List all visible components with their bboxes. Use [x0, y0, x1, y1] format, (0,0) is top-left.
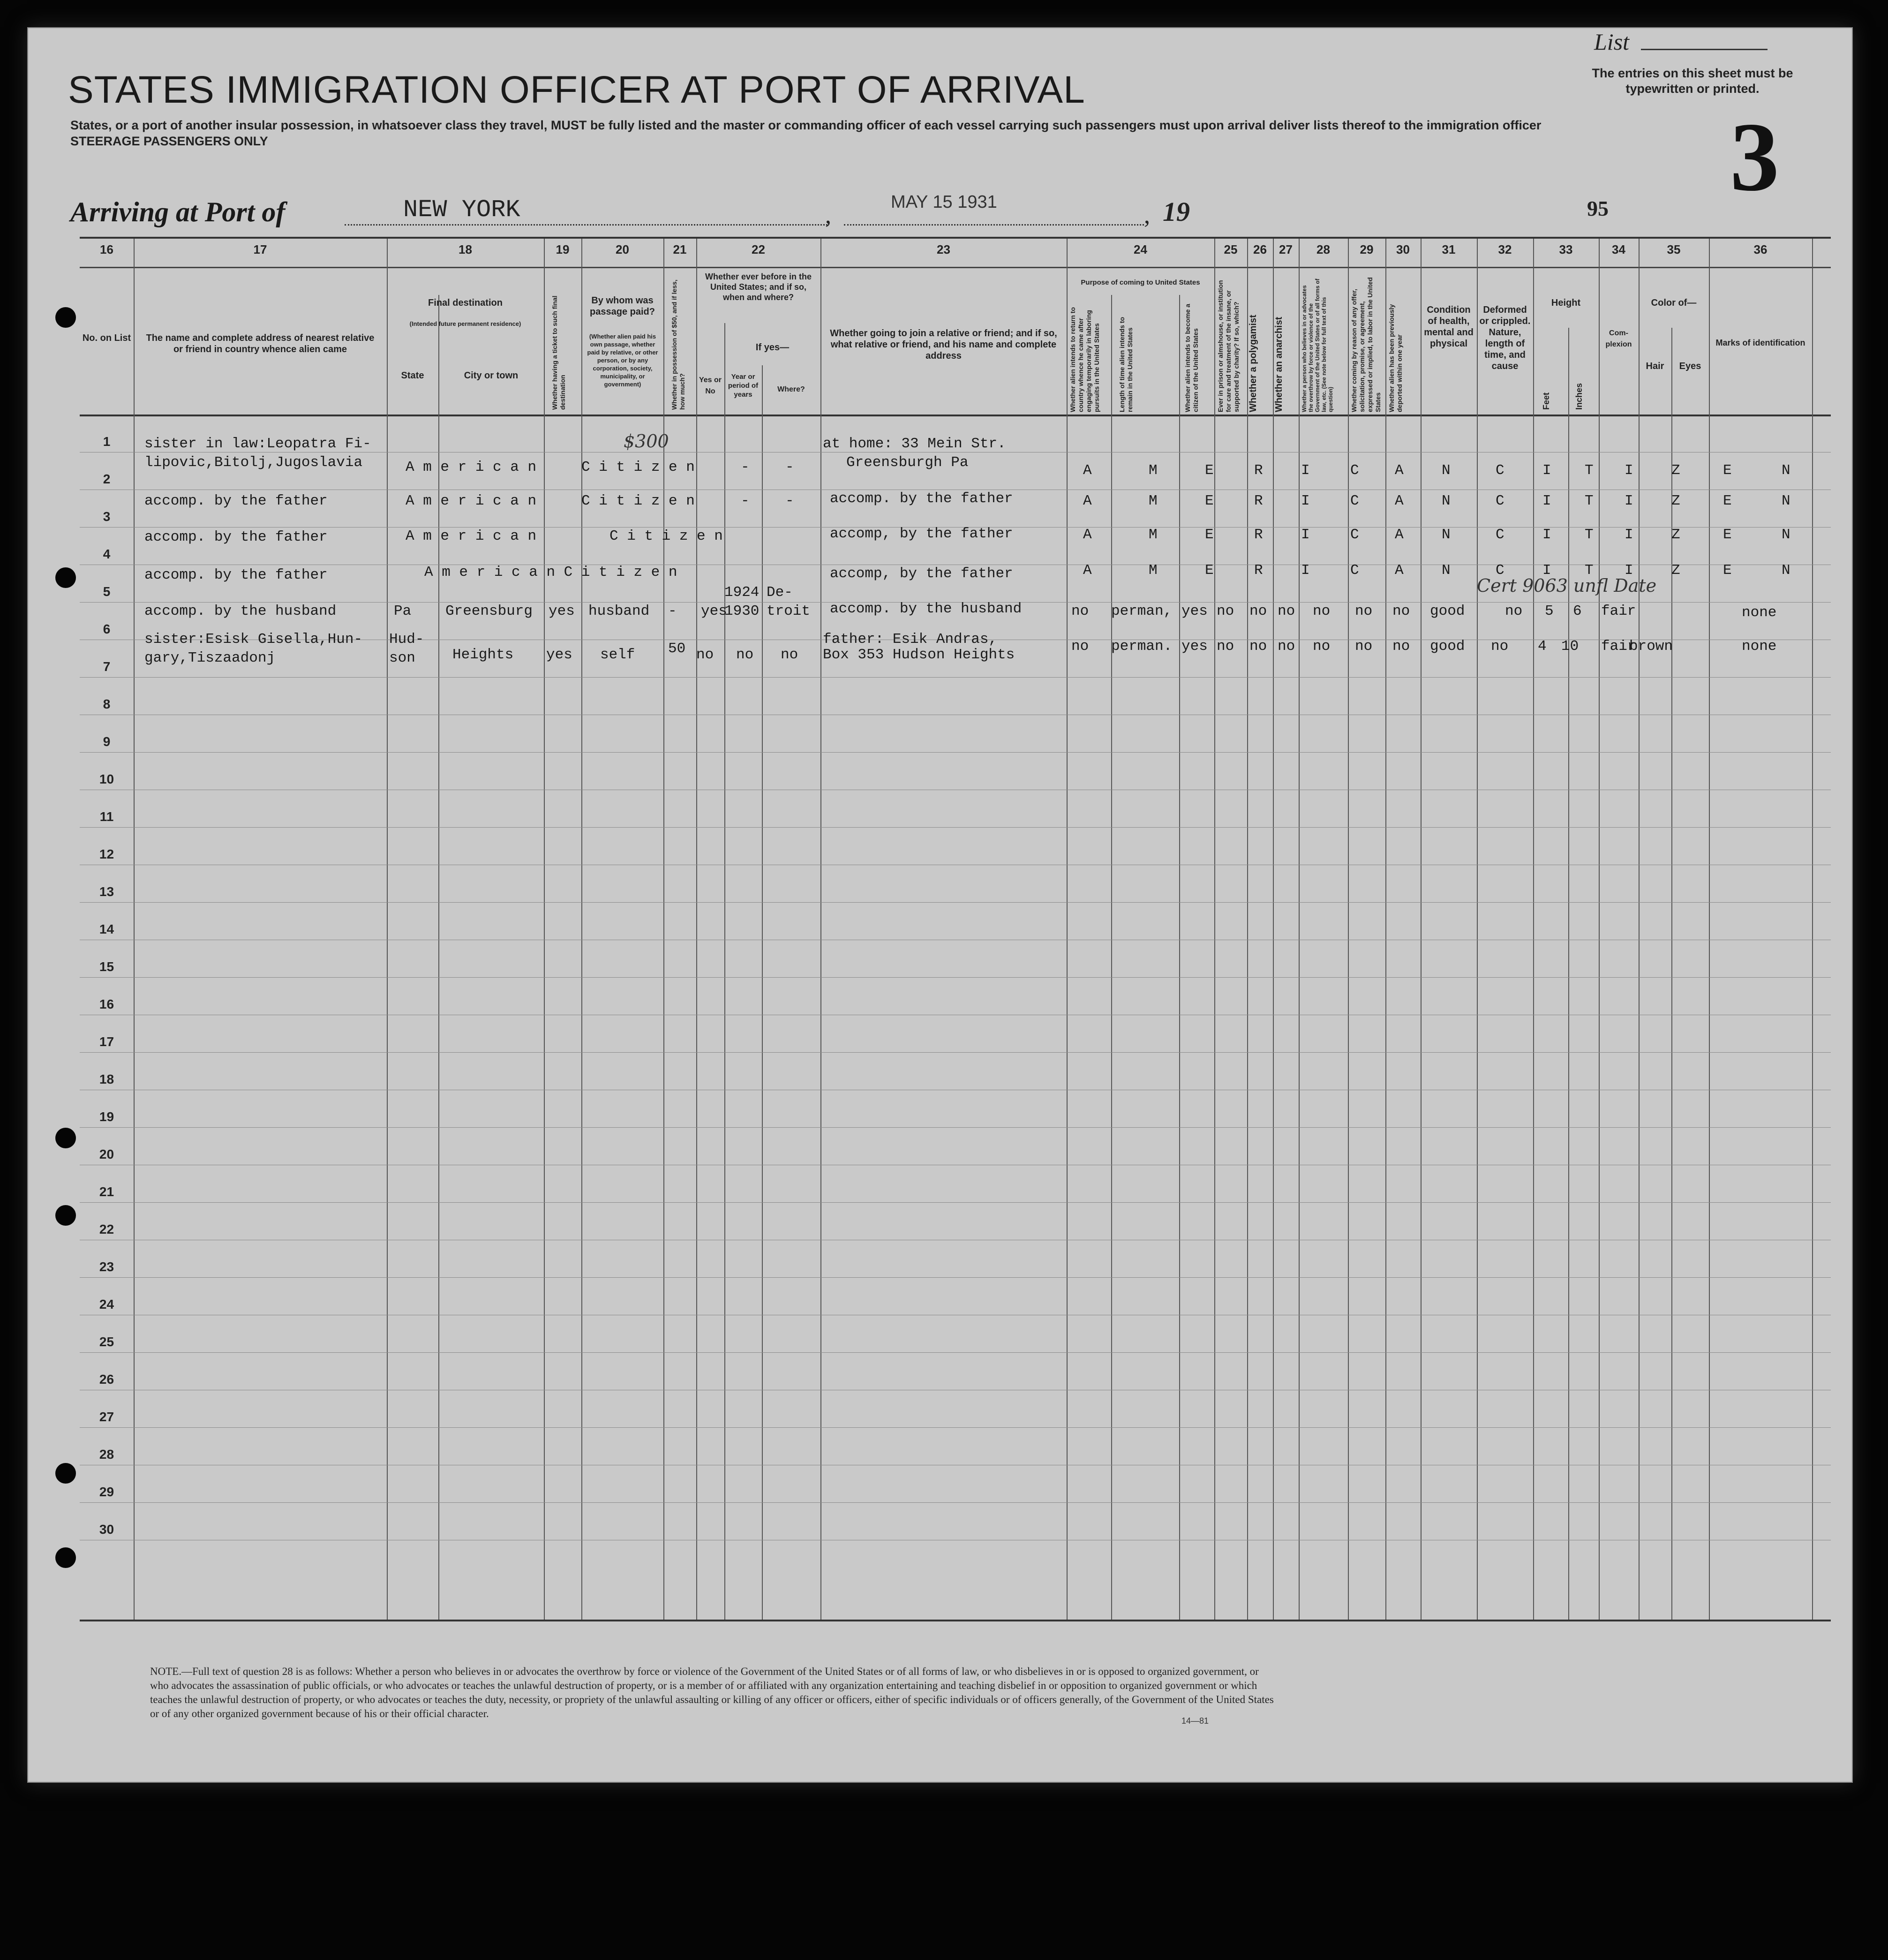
column-number: 20	[616, 242, 629, 256]
column-number: 26	[1253, 242, 1267, 256]
row-number: 29	[99, 1485, 114, 1499]
citizen-letter: A	[1083, 527, 1092, 543]
cell-where: -	[785, 459, 794, 475]
cell-prison: no	[1217, 603, 1234, 619]
citizen-letter: E	[1205, 527, 1214, 543]
row-number: 14	[99, 922, 114, 936]
header-period: Year or period of years	[728, 373, 759, 399]
header-polygamist: Whether a polygamist	[1248, 315, 1258, 412]
citizen-letter: N	[1782, 493, 1790, 509]
column-rule	[1247, 239, 1248, 1620]
header-eyes: Eyes	[1679, 361, 1701, 371]
header-become-citizen: Whether alien intends to become a citizen of the United States	[1184, 303, 1199, 412]
header-ticket: Whether having a ticket to such final destination	[551, 295, 566, 410]
header-return-country: Whether alien intends to return to country whence he came after engaging temporarily in laboring pursuits in the United States	[1069, 307, 1100, 412]
cell-ever-before: no	[696, 647, 714, 663]
cell-period: 1924	[724, 584, 760, 601]
column-rule	[1421, 239, 1422, 1620]
column-number: 34	[1612, 242, 1625, 256]
cell-join: accomp, by the father	[830, 565, 1013, 582]
column-number: 31	[1442, 242, 1456, 256]
citizen-letter: C	[1496, 493, 1504, 509]
column-number-rule	[80, 267, 1831, 268]
list-line	[1641, 49, 1768, 50]
row-number: 17	[99, 1034, 114, 1049]
citizen-letter: A	[1083, 493, 1092, 509]
header-final-destination: Final destination	[428, 298, 503, 308]
column-number: 16	[100, 242, 113, 256]
cell-inches: 10	[1561, 638, 1579, 655]
cell-prison: no	[1217, 638, 1234, 655]
cell-join: accomp. by the father	[830, 490, 1013, 507]
cell-polygamist: no	[1249, 638, 1267, 655]
cell-state: son	[389, 650, 415, 666]
cell-where: troit	[767, 603, 811, 619]
port-underline	[345, 224, 827, 226]
cell-passage: C i t i z e n	[581, 459, 695, 475]
citizen-letter: M	[1149, 562, 1158, 579]
citizen-letter: I	[1301, 493, 1310, 509]
form-title: STATES IMMIGRATION OFFICER AT PORT OF ARRIVAL	[68, 68, 1085, 111]
cell-city: Heights	[452, 647, 514, 663]
header-marks: Marks of identification	[1715, 338, 1805, 347]
row-number: 30	[99, 1522, 114, 1537]
cell-relative: sister:Esisk Gisella,Hun-	[144, 631, 363, 648]
header-possession-50: Whether in possession of $50, and if less, how much?	[670, 279, 686, 410]
cell-join: accomp. by the husband	[830, 601, 1022, 617]
row-rule	[80, 1127, 1831, 1128]
citizen-letter: I	[1301, 527, 1310, 543]
steerage-label: STEERAGE PASSENGERS ONLY	[70, 134, 268, 148]
header-final-destination-sub: (Intended future permanent residence)	[409, 320, 521, 327]
citizen-letter: E	[1723, 562, 1732, 579]
citizen-letter: C	[1496, 527, 1504, 543]
row-rule	[80, 677, 1831, 678]
column-rule	[1709, 239, 1710, 1620]
citizen-letter: T	[1585, 527, 1594, 543]
comma: ,	[825, 202, 831, 229]
header-yes-no: Yes or No	[699, 376, 722, 395]
column-rule	[696, 239, 697, 1620]
cell-destination: A m e r i c a n	[406, 459, 537, 475]
header-city: City or town	[464, 370, 519, 381]
citizen-letter: I	[1625, 493, 1633, 509]
cell-health: good	[1430, 603, 1465, 619]
header-feet: Feet	[1542, 392, 1551, 410]
date-stamp: MAY 15 1931	[891, 192, 997, 212]
cell-destination: A m e r i c a n C i t i z e n	[424, 564, 677, 580]
citizen-letter: Z	[1671, 527, 1680, 543]
column-number: 23	[937, 242, 950, 256]
header-deformed: Deformed or crippled. Nature, length of time, and cause	[1479, 305, 1531, 371]
header-ever-before: Whether ever before in the United States; and if so, when and where?	[705, 272, 812, 302]
row-number: 3	[103, 509, 111, 524]
header-if-yes: If yes—	[755, 342, 790, 353]
cell-relative: lipovic,Bitolj,Jugoslavia	[144, 454, 363, 471]
column-rule	[1639, 239, 1640, 1620]
list-number: 95	[1587, 196, 1609, 220]
citizen-letter: I	[1625, 527, 1633, 543]
footnote-question-28: NOTE.—Full text of question 28 is as follows: Whether a person who believes in or advocates the overthrow by force or violence of the Government of the United States or of all forms of law, or who disbelieves in or is opposed to organized government, or who advocates the assassination of public officials, or who advocates or teaches the unlawful destruction of property, or is a member of or affiliated with any organization entertaining and teaching disbelief in or opposition to organized government or which teaches the unlawful destruction of property, or who advocates or teaches the duty, necessity, or propriety of the unlawful assaulting or killing of any officer or officers, either of specific individuals or of officers generally, of the Government of the United States or of any other organized government because of his or their official character.	[150, 1666, 1274, 1719]
header-overthrow: Whether a person who believes in or advocates the overthrow by force or violence of the Government of the United States or of all forms of law, etc. (See note below for full text of this question)	[1301, 279, 1334, 412]
header-hair: Hair	[1646, 361, 1664, 371]
citizen-letter: T	[1585, 562, 1594, 579]
cell-where: De-	[767, 584, 793, 601]
sheet-number: 3	[1730, 103, 1779, 211]
column-rule	[724, 323, 725, 1620]
citizen-letter: I	[1301, 562, 1310, 579]
column-rule	[1477, 239, 1478, 1620]
row-number: 15	[99, 959, 114, 974]
citizen-letter: I	[1542, 562, 1551, 579]
comma: ,	[1144, 202, 1150, 229]
column-rule	[1385, 239, 1386, 1620]
cell-labor: no	[1355, 638, 1373, 655]
cell-join: Box 353 Hudson Heights	[823, 647, 1015, 663]
citizen-letter: C	[1496, 462, 1504, 479]
citizen-letter: A	[1395, 562, 1404, 579]
cell-period: no	[736, 647, 754, 663]
column-number: 29	[1360, 242, 1374, 256]
row-number: 5	[103, 584, 111, 599]
header-prison: Ever in prison or almshouse, or institution for care and treatment of the insane, or supported by charity? If so, which?	[1217, 280, 1240, 412]
cell-period: -	[741, 459, 750, 475]
cell-where: -	[785, 493, 794, 509]
row-number: 19	[99, 1109, 114, 1124]
cell-passage: self	[600, 647, 635, 663]
header-complexion: Com-plexion	[1605, 329, 1632, 348]
header-purpose: Purpose of coming to United States	[1081, 279, 1200, 286]
cell-hair: brown	[1629, 638, 1673, 655]
cell-polygamist: no	[1249, 603, 1267, 619]
citizen-letter: I	[1301, 462, 1310, 479]
citizen-letter: C	[1350, 527, 1359, 543]
column-rule	[1568, 328, 1569, 1620]
citizen-letter: Z	[1671, 462, 1680, 479]
header-deported: Whether alien has been previously deported within one year	[1388, 304, 1403, 412]
row-number: 28	[99, 1447, 114, 1462]
row-number: 4	[103, 547, 111, 561]
cell-state: Pa	[394, 603, 412, 619]
citizen-letter: T	[1585, 493, 1594, 509]
header-state: State	[401, 370, 424, 381]
citizen-letter: I	[1542, 527, 1551, 543]
row-rule	[80, 827, 1831, 828]
citizen-letter: N	[1782, 562, 1790, 579]
column-number: 33	[1559, 242, 1573, 256]
citizen-letter: I	[1542, 493, 1551, 509]
form-subtitle-line: States, or a port of another insular possession, in whatsoever class they travel, MUST be fully listed and the master or commanding officer of each vessel carrying such passengers must upon arrival deliver lists thereof to the immigration officer	[70, 118, 1542, 132]
column-rule	[820, 239, 821, 1620]
manifest-table	[80, 237, 1831, 1621]
header-where: Where?	[777, 385, 805, 393]
cell-length: perman,	[1111, 603, 1173, 619]
cell-citizen: yes	[1181, 603, 1208, 619]
row-number: 13	[99, 884, 114, 899]
row-number: 1	[103, 434, 111, 449]
row-rule	[80, 1352, 1831, 1353]
cell-complexion: fair	[1601, 638, 1636, 655]
row-rule	[80, 902, 1831, 903]
citizen-letter: A	[1395, 462, 1404, 479]
cell-money: -	[668, 603, 677, 619]
cell-length: perman.	[1111, 638, 1173, 655]
column-number: 30	[1396, 242, 1410, 256]
cell-money: 50	[668, 641, 686, 657]
row-number: 21	[99, 1184, 114, 1199]
cell-return: no	[1071, 603, 1089, 619]
citizen-letter: E	[1205, 462, 1214, 479]
cell-complexion: fair	[1601, 603, 1636, 619]
cell-join: accomp, by the father	[830, 526, 1013, 542]
row-number: 2	[103, 472, 111, 486]
handwritten-amount: $300	[624, 431, 669, 452]
header-color-of: Color of—	[1651, 298, 1697, 308]
citizen-letter: C	[1350, 493, 1359, 509]
cell-relative: accomp. by the father	[144, 567, 328, 583]
citizen-letter: T	[1585, 462, 1594, 479]
column-rule	[1179, 295, 1180, 1620]
header-passage-paid-sub: (Whether alien paid his own passage, whether paid by relative, or other person, or by any corporation, society, municipality, or government)	[587, 333, 658, 388]
column-number: 18	[459, 242, 472, 256]
citizen-letter: N	[1782, 462, 1790, 479]
citizen-letter: R	[1254, 462, 1263, 479]
column-number: 22	[752, 242, 765, 256]
row-number: 12	[99, 847, 114, 861]
cell-deformed: no	[1505, 603, 1523, 619]
cell-overthrow: no	[1313, 603, 1331, 619]
cell-join: at home: 33 Mein Str.	[823, 436, 1006, 452]
row-number: 6	[103, 622, 111, 636]
year-prefix: 19	[1163, 196, 1190, 227]
citizen-letter: N	[1782, 527, 1790, 543]
cell-relative: accomp. by the father	[144, 529, 328, 545]
row-number: 25	[99, 1334, 114, 1349]
column-number: 17	[253, 242, 267, 256]
header-length-of-stay: Length of time alien intends to remain in the United States	[1118, 317, 1134, 412]
column-number: 35	[1667, 242, 1681, 256]
row-number: 18	[99, 1072, 114, 1086]
column-number: 36	[1753, 242, 1768, 256]
citizen-letter: I	[1625, 462, 1633, 479]
row-number: 23	[99, 1259, 114, 1274]
row-rule	[80, 1277, 1831, 1278]
cell-marks: none	[1742, 604, 1777, 621]
binder-hole	[55, 1463, 76, 1484]
header-inches: Inches	[1574, 383, 1584, 410]
citizen-letter: R	[1254, 527, 1263, 543]
row-number: 11	[99, 809, 114, 824]
cell-feet: 4	[1538, 638, 1547, 655]
row-number: 8	[103, 697, 111, 711]
cell-period: -	[741, 493, 750, 509]
cell-passage: C i t i z e n	[609, 528, 723, 544]
citizen-letter: Z	[1671, 562, 1680, 579]
header-health: Condition of health, mental and physical	[1424, 305, 1474, 349]
citizen-letter: E	[1723, 462, 1732, 479]
citizen-letter: E	[1205, 562, 1214, 579]
row-number: 16	[99, 997, 114, 1011]
cell-deported: no	[1392, 638, 1410, 655]
cell-citizen: yes	[1181, 638, 1208, 655]
column-rule	[581, 239, 582, 1620]
citizen-letter: C	[1496, 562, 1504, 579]
cell-deformed: no	[1491, 638, 1509, 655]
column-rule	[762, 365, 763, 1620]
header-anarchist: Whether an anarchist	[1274, 317, 1284, 412]
cell-relative: accomp. by the husband	[144, 603, 337, 619]
binder-hole	[55, 567, 76, 588]
form-code: 14—81	[1181, 1716, 1209, 1726]
cell-return: no	[1071, 638, 1089, 655]
row-number: 26	[99, 1372, 114, 1387]
cell-where: no	[781, 647, 798, 663]
binder-hole	[55, 1205, 76, 1226]
citizen-letter: R	[1254, 562, 1263, 579]
column-rule	[1214, 239, 1215, 1620]
citizen-letter: N	[1442, 527, 1451, 543]
row-rule	[80, 752, 1831, 753]
column-rule	[1671, 328, 1672, 1620]
cell-ticket: yes	[549, 603, 575, 619]
column-number: 32	[1498, 242, 1512, 256]
cell-feet: 5	[1545, 603, 1554, 619]
citizen-letter: M	[1149, 462, 1158, 479]
row-rule	[80, 1427, 1831, 1428]
citizen-letter: E	[1723, 493, 1732, 509]
column-number: 25	[1224, 242, 1238, 256]
binder-hole	[55, 307, 76, 328]
cell-relative: accomp. by the father	[144, 493, 328, 509]
header-labor-offer: Whether coming by reason of any offer, solicitation, promise, or agreement, expressed or implied, to labor in the United States	[1350, 277, 1382, 412]
form-subtitle	[70, 117, 1571, 149]
row-number: 24	[99, 1297, 114, 1312]
citizen-letter: A	[1395, 493, 1404, 509]
citizen-letter: C	[1350, 462, 1359, 479]
cell-destination: A m e r i c a n	[406, 528, 537, 544]
citizen-letter: N	[1442, 493, 1451, 509]
cell-relative: gary,Tiszaadonj	[144, 650, 276, 666]
citizen-letter: A	[1083, 562, 1092, 579]
row-rule	[80, 1502, 1831, 1503]
citizen-letter: C	[1350, 562, 1359, 579]
column-rule	[1273, 239, 1274, 1620]
cell-marks: none	[1742, 638, 1777, 655]
column-number: 27	[1279, 242, 1293, 256]
cell-ever-before: yes	[701, 603, 727, 619]
header-no-on-list: No. on List	[82, 333, 131, 343]
binder-hole	[55, 1547, 76, 1568]
column-rule	[1067, 239, 1068, 1620]
column-rule	[1533, 239, 1534, 1620]
column-rule	[387, 239, 388, 1620]
row-number: 9	[103, 734, 111, 749]
citizen-letter: I	[1625, 562, 1633, 579]
header-height: Height	[1551, 298, 1581, 308]
citizen-letter: E	[1723, 527, 1732, 543]
cell-anarchist: no	[1278, 638, 1295, 655]
citizen-letter: E	[1205, 493, 1214, 509]
cell-ticket: yes	[546, 647, 572, 663]
column-rule	[1812, 239, 1813, 1620]
citizen-letter: Z	[1671, 493, 1680, 509]
column-rule	[1348, 239, 1349, 1620]
cell-deported: no	[1392, 603, 1410, 619]
row-rule	[80, 1202, 1831, 1203]
cell-city: Greensburg	[445, 603, 533, 619]
cell-destination: A m e r i c a n	[406, 493, 537, 509]
citizen-letter: A	[1083, 462, 1092, 479]
citizen-letter: R	[1254, 493, 1263, 509]
row-number: 22	[99, 1222, 114, 1236]
column-rule	[1599, 239, 1600, 1620]
row-number: 20	[99, 1147, 114, 1161]
column-rule	[1111, 295, 1112, 1620]
header-join-relative: Whether going to join a relative or friend; and if so, what relative or friend, and his name and complete address	[830, 328, 1057, 361]
row-rule	[80, 1052, 1831, 1053]
column-number: 24	[1134, 242, 1147, 256]
column-number: 28	[1316, 242, 1330, 256]
cell-period: 1930	[724, 603, 760, 619]
column-rule	[134, 239, 135, 1620]
citizen-letter: A	[1395, 527, 1404, 543]
port-name: NEW YORK	[403, 196, 520, 224]
date-underline	[844, 224, 1144, 226]
column-rule	[544, 239, 545, 1620]
cell-join: Greensburgh Pa	[846, 454, 969, 471]
cell-state: Hud-	[389, 631, 424, 648]
row-number: 27	[99, 1410, 114, 1424]
header-relative: The name and complete address of nearest relative or friend in country whence alien came	[146, 333, 375, 354]
binder-hole	[55, 1128, 76, 1148]
cell-overthrow: no	[1313, 638, 1331, 655]
list-label: List	[1594, 29, 1630, 55]
citizen-letter: I	[1542, 462, 1551, 479]
header-passage-paid: By whom was passage paid?	[590, 295, 655, 317]
citizen-letter: M	[1149, 493, 1158, 509]
cell-anarchist: no	[1278, 603, 1295, 619]
handwritten-annotation: Cert 9063 unfl Date	[1477, 575, 1657, 596]
column-number: 19	[556, 242, 570, 256]
cell-join: father: Esik Andras,	[823, 631, 998, 648]
citizen-letter: N	[1442, 562, 1451, 579]
arriving-label: Arriving at Port of	[70, 196, 286, 227]
citizen-letter: N	[1442, 462, 1451, 479]
column-number: 21	[673, 242, 687, 256]
cell-passage: husband	[588, 603, 650, 619]
cell-passage: C i t i z e n	[581, 493, 695, 509]
row-rule	[80, 977, 1831, 978]
cell-health: good	[1430, 638, 1465, 655]
column-rule	[1299, 239, 1300, 1620]
typewritten-note: The entries on this sheet must be typewritten or printed.	[1592, 66, 1793, 96]
cell-labor: no	[1355, 603, 1373, 619]
row-number: 10	[99, 772, 114, 786]
citizen-letter: M	[1149, 527, 1158, 543]
cell-relative: sister in law:Leopatra Fi-	[144, 436, 371, 452]
cell-inches: 6	[1573, 603, 1582, 619]
row-number: 7	[103, 659, 111, 674]
